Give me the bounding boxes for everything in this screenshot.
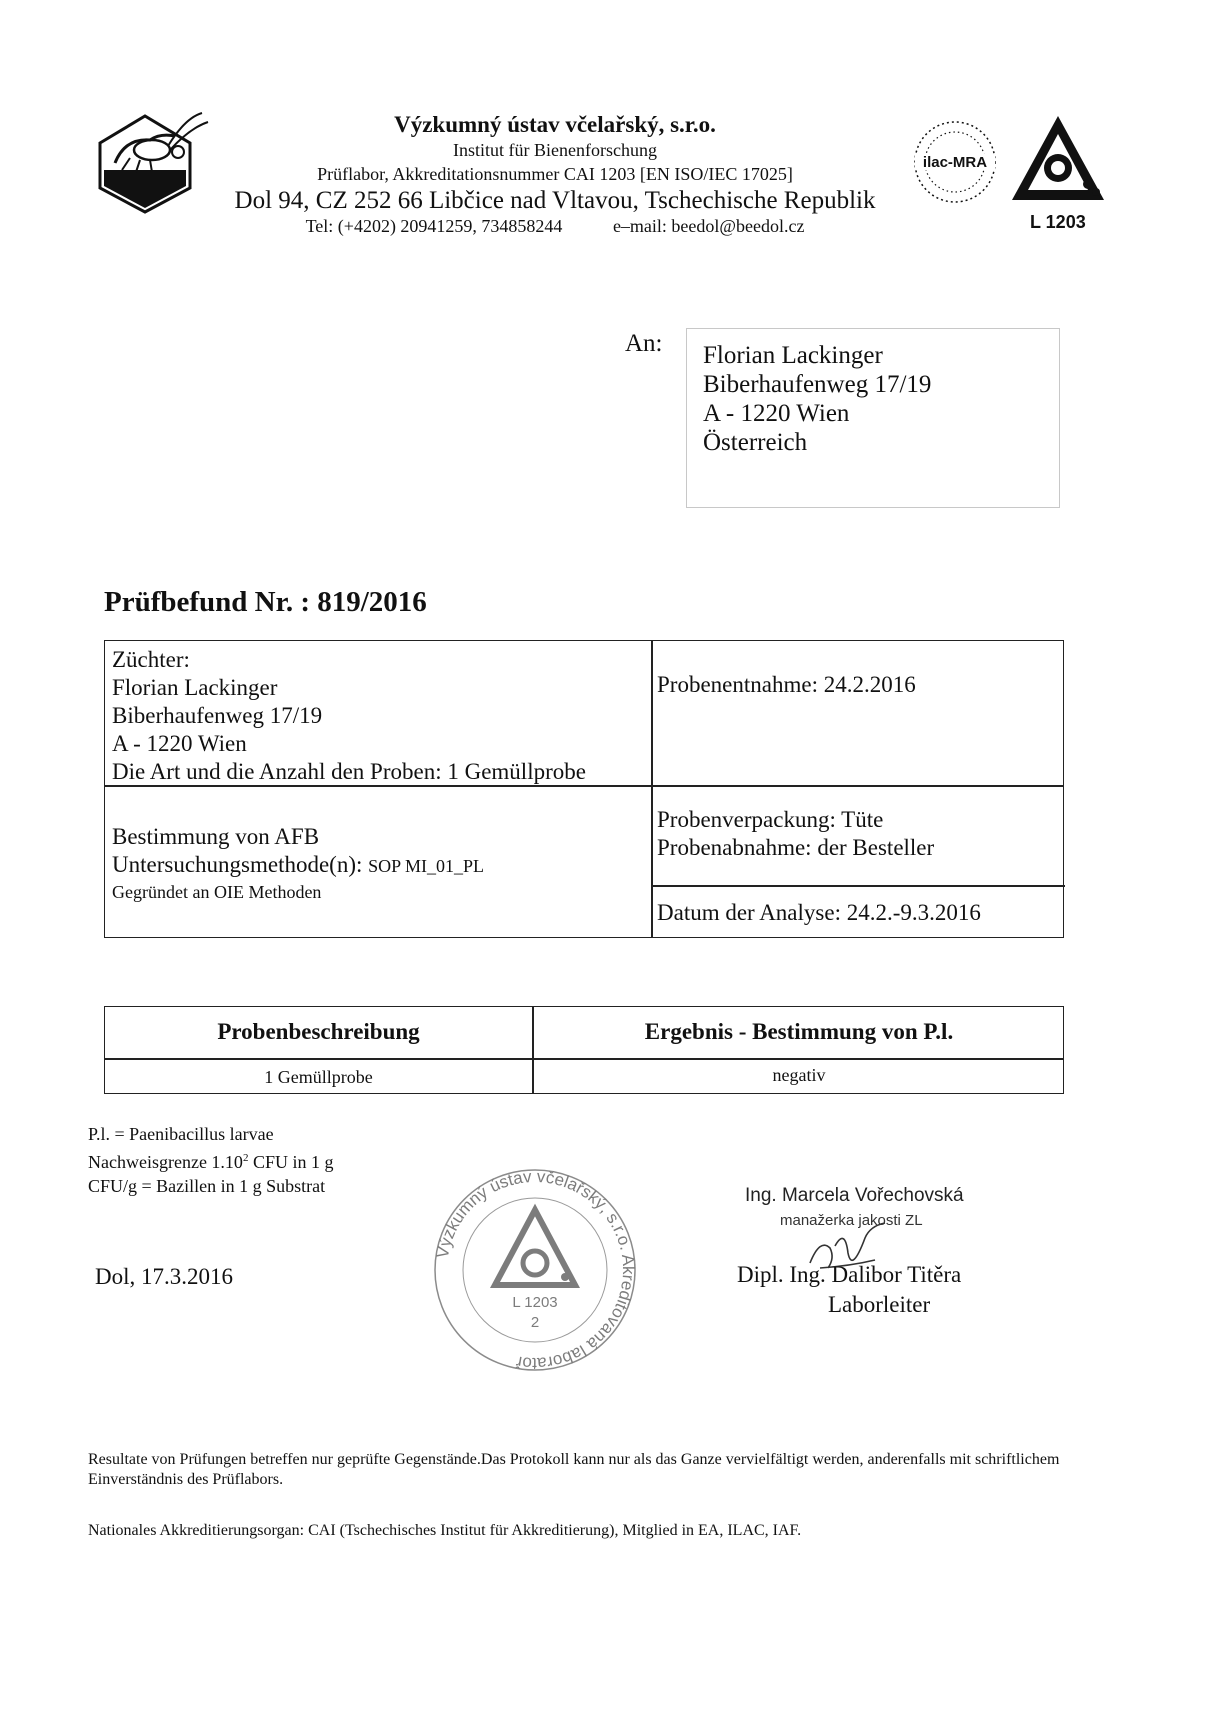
recipient-line: Florian Lackinger — [703, 342, 883, 369]
pl-definition: P.l. = Paenibacillus larvae — [88, 1124, 274, 1144]
institute-name: Výzkumný ústav včelařský, s.r.o. — [394, 112, 716, 137]
notes-block — [88, 1122, 333, 1198]
results-table — [104, 1006, 1064, 1094]
sample-info-table — [104, 640, 1064, 938]
recipient-label: An: — [625, 330, 663, 357]
footer-accreditation: Nationales Akkreditierungsorgan: CAI (Tschechisches Institut für Akkreditierung), Mitglied in EA, ILAC, IAF. — [88, 1522, 802, 1539]
breeder-line: Florian Lackinger — [112, 675, 278, 700]
cai-code: L 1203 — [1030, 212, 1086, 232]
method-value: SOP MI_01_PL — [368, 856, 484, 876]
stamp-number: 2 — [530, 1314, 540, 1331]
lab-head-role: Laborleiter — [828, 1292, 931, 1317]
method-basis: Gegründet an OIE Methoden — [112, 882, 322, 902]
method-line — [112, 851, 484, 880]
ilac-mra-logo — [905, 115, 1005, 210]
recipient-line: A - 1220 Wien — [703, 400, 850, 427]
stamp-code: L 1203 — [512, 1294, 558, 1311]
laboratory-stamp — [425, 1165, 645, 1375]
method-label: Untersuchungsmethode(n): — [112, 852, 369, 877]
sample-count: Die Art und die Anzahl den Proben: 1 Gemüllprobe — [112, 759, 586, 784]
institute-address: Dol 94, CZ 252 66 Libčice nad Vltavou, Tschechische Republik — [234, 187, 876, 214]
telephone: Tel: (+4202) 20941259, 734858244 — [305, 216, 563, 236]
lab-head-name: Dipl. Ing. Dalibor Titěra — [737, 1262, 962, 1287]
column-header-description: Probenbeschreibung — [217, 1019, 420, 1044]
footer-disclaimer: Resultate von Prüfungen betreffen nur geprüfte Gegenstände.Das Protokoll kann nur als das Ganze vervielfältigt werden, anderenfalls mit schriftlichem Einverständnis des Prüflabors. — [88, 1451, 1060, 1488]
cai-accreditation-logo — [1008, 112, 1108, 204]
row-description: 1 Gemüllprobe — [264, 1067, 373, 1087]
recipient-line: Österreich — [703, 429, 808, 456]
breeder-label: Züchter: — [112, 647, 190, 672]
stamp-ring-text: Výzkumný ústav včelařský, s.r.o. Akreditovaná laboratoř — [432, 1166, 639, 1374]
column-header-result: Ergebnis - Bestimmung von P.l. — [644, 1019, 954, 1044]
packaging: Probenverpackung: Tüte — [657, 807, 884, 832]
quality-manager-role: manažerka jakosti ZL — [780, 1212, 923, 1229]
sampling-date: Probenentnahme: 24.2.2016 — [657, 672, 916, 697]
email: e–mail: beedol@beedol.cz — [612, 216, 805, 236]
date-place: Dol, 17.3.2016 — [95, 1264, 233, 1289]
breeder-line: A - 1220 Wien — [112, 731, 247, 756]
bee-logo — [90, 108, 210, 218]
determination: Bestimmung von AFB — [112, 824, 320, 849]
lab-accreditation-line: Prüflabor, Akkreditationsnummer CAI 1203 [EN ISO/IEC 17025] — [317, 164, 793, 184]
row-result: negativ — [772, 1065, 826, 1085]
analysis-date: Datum der Analyse: 24.2.-9.3.2016 — [657, 900, 981, 925]
quality-manager-name: Ing. Marcela Vořechovská — [745, 1185, 964, 1206]
report-title: Prüfbefund Nr. : 819/2016 — [104, 586, 427, 618]
recipient-address-box — [686, 328, 1060, 508]
ilac-label: ilac-MRA — [922, 154, 988, 171]
breeder-line: Biberhaufenweg 17/19 — [112, 703, 323, 728]
detection-limit: Nachweisgrenze 1.10$^2$ CFU in 1 g — [88, 1152, 334, 1172]
institute-subtitle: Institut für Bienenforschung — [453, 140, 657, 160]
recipient-line: Biberhaufenweg 17/19 — [703, 371, 932, 398]
collection: Probenabnahme: der Besteller — [657, 835, 935, 860]
cfu-definition: CFU/g = Bazillen in 1 g Substrat — [88, 1176, 326, 1196]
contact-line — [200, 216, 910, 237]
